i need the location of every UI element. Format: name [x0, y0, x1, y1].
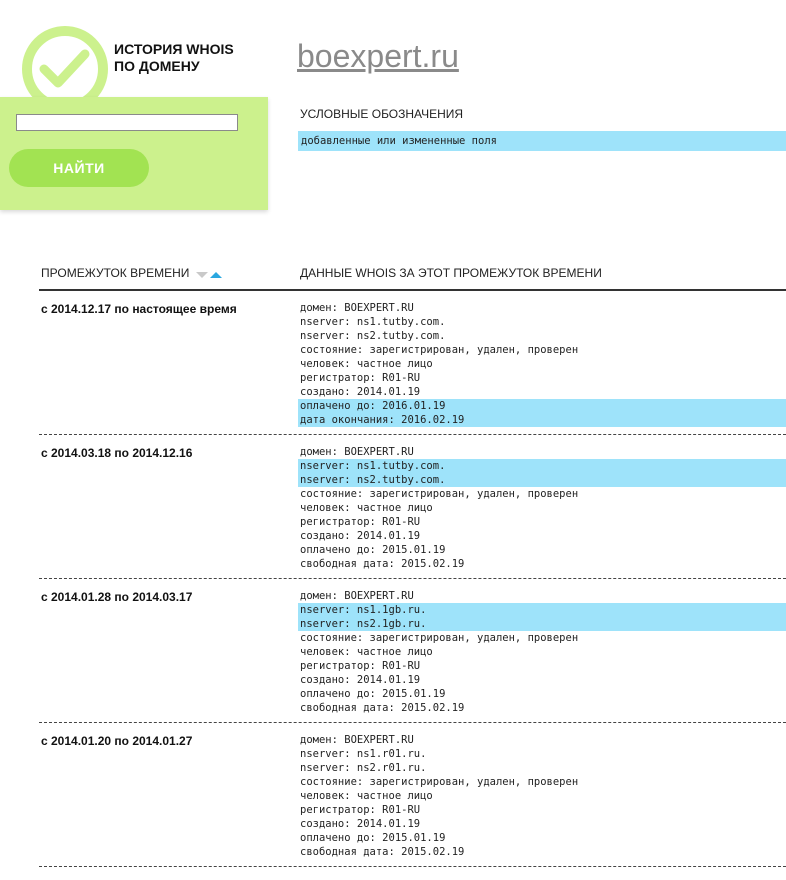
sort-desc-icon[interactable]	[196, 272, 208, 278]
whois-line: домен: BOEXPERT.RU	[300, 734, 414, 746]
whois-line: регистратор: R01-RU	[300, 372, 421, 384]
whois-line-changed: дата окончания: 2016.02.19	[298, 413, 786, 427]
record-period: с 2014.01.28 по 2014.03.17	[41, 590, 193, 604]
whois-line: человек: частное лицо	[300, 646, 433, 658]
period-column-header[interactable]	[41, 266, 222, 281]
whois-line: состояние: зарегистрирован, удален, проверен	[300, 776, 579, 788]
search-panel	[0, 97, 268, 210]
whois-line-changed: nserver: ns2.tutby.com.	[298, 473, 786, 487]
history-record	[39, 291, 786, 435]
whois-line: создано: 2014.01.19	[300, 386, 421, 398]
sort-asc-icon[interactable]	[210, 272, 222, 278]
whois-line: nserver: ns2.tutby.com.	[300, 330, 446, 342]
whois-line-changed: nserver: ns1.1gb.ru.	[298, 603, 786, 617]
whois-line: оплачено до: 2015.01.19	[300, 832, 446, 844]
record-period: с 2014.12.17 по настоящее время	[41, 302, 237, 316]
whois-line: человек: частное лицо	[300, 790, 433, 802]
widget-title	[114, 41, 274, 75]
whois-line: состояние: зарегистрирован, удален, проверен	[300, 344, 579, 356]
whois-line: состояние: зарегистрирован, удален, проверен	[300, 632, 579, 644]
whois-column-header: ДАННЫЕ WHOIS ЗА ЭТОТ ПРОМЕЖУТОК ВРЕМЕНИ	[300, 266, 602, 280]
whois-line: создано: 2014.01.19	[300, 818, 421, 830]
whois-line: оплачено до: 2015.01.19	[300, 544, 446, 556]
period-column-label: ПРОМЕЖУТОК ВРЕМЕНИ	[41, 266, 190, 280]
whois-line: человек: частное лицо	[300, 358, 433, 370]
whois-line-changed: оплачено до: 2016.01.19	[298, 399, 786, 413]
record-period: с 2014.03.18 по 2014.12.16	[41, 446, 193, 460]
whois-history-list	[39, 291, 786, 867]
legend-changed-fields: добавленные или измененные поля	[298, 131, 786, 151]
whois-line: свободная дата: 2015.02.19	[300, 558, 465, 570]
whois-line: оплачено до: 2015.01.19	[300, 688, 446, 700]
whois-line: домен: BOEXPERT.RU	[300, 302, 414, 314]
whois-line: nserver: ns1.r01.ru.	[300, 748, 427, 760]
whois-line: создано: 2014.01.19	[300, 530, 421, 542]
whois-line: nserver: ns1.tutby.com.	[300, 316, 446, 328]
history-record	[39, 723, 786, 867]
site-title-link[interactable]: boexpert.ru	[297, 38, 459, 74]
history-record	[39, 579, 786, 723]
record-whois-data	[298, 291, 786, 434]
record-whois-data	[298, 723, 786, 866]
whois-line: свободная дата: 2015.02.19	[300, 702, 465, 714]
history-record	[39, 435, 786, 579]
whois-line: регистратор: R01-RU	[300, 660, 421, 672]
domain-search-input[interactable]	[16, 114, 238, 131]
whois-line: регистратор: R01-RU	[300, 804, 421, 816]
widget-title-line1: ИСТОРИЯ WHOIS	[114, 41, 234, 57]
widget-title-line2: ПО ДОМЕНУ	[114, 58, 200, 74]
whois-line: nserver: ns2.r01.ru.	[300, 762, 427, 774]
record-period: с 2014.01.20 по 2014.01.27	[41, 734, 193, 748]
legend-heading: УСЛОВНЫЕ ОБОЗНАЧЕНИЯ	[300, 107, 464, 121]
whois-line: состояние: зарегистрирован, удален, проверен	[300, 488, 579, 500]
record-whois-data	[298, 579, 786, 722]
whois-line: создано: 2014.01.19	[300, 674, 421, 686]
whois-line: свободная дата: 2015.02.19	[300, 846, 465, 858]
whois-line-changed: nserver: ns1.tutby.com.	[298, 459, 786, 473]
sort-icons[interactable]	[196, 267, 222, 281]
whois-line: домен: BOEXPERT.RU	[300, 590, 414, 602]
whois-line: человек: частное лицо	[300, 502, 433, 514]
find-button[interactable]: НАЙТИ	[9, 149, 149, 187]
whois-line: регистратор: R01-RU	[300, 516, 421, 528]
whois-line-changed: nserver: ns2.1gb.ru.	[298, 617, 786, 631]
whois-line: домен: BOEXPERT.RU	[300, 446, 414, 458]
record-whois-data	[298, 435, 786, 578]
